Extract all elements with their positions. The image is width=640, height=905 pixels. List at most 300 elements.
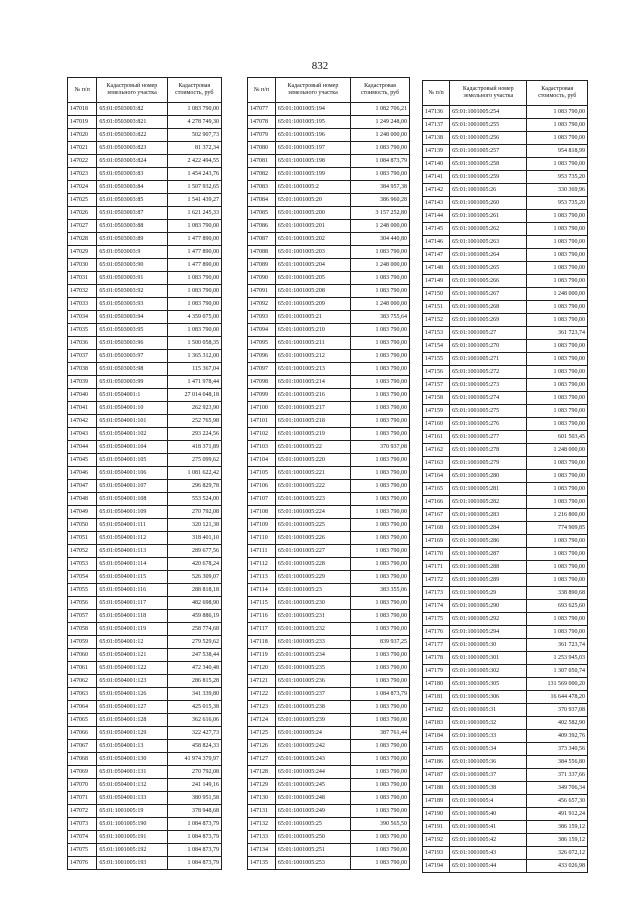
- cadastral-number: 65:01:1001005:198: [275, 155, 350, 168]
- cadastral-value: 386 159,12: [527, 834, 588, 847]
- cadastral-number: 65:01:0503003:99: [97, 376, 167, 389]
- row-number: 147140: [423, 158, 450, 171]
- table-row: [68, 714, 222, 727]
- table-row: [423, 457, 588, 470]
- row-number: 147170: [423, 548, 450, 561]
- cadastral-value: 1 083 790,00: [350, 623, 409, 636]
- row-number: 147059: [68, 636, 97, 649]
- cadastral-value: 1 083 790,00: [167, 285, 221, 298]
- cadastral-number: 65:01:0503003:98: [97, 363, 167, 376]
- table-row: [68, 805, 222, 818]
- cadastral-value: 370 937,08: [527, 704, 588, 717]
- cadastral-value: 386 159,12: [527, 821, 588, 834]
- row-number: 147072: [68, 805, 97, 818]
- row-number: 147180: [423, 678, 450, 691]
- table-row: [68, 818, 222, 831]
- table-row: [248, 246, 410, 259]
- cadastral-value: 361 723,74: [527, 639, 588, 652]
- table-row: [248, 662, 410, 675]
- row-number: 147097: [248, 363, 276, 376]
- cadastral-number: 65:01:1001005:279: [450, 457, 527, 470]
- row-number: 147076: [68, 857, 97, 870]
- row-number: 147029: [68, 246, 97, 259]
- cadastral-number: 65:01:0504001:1: [97, 389, 167, 402]
- cadastral-value: 386 960,28: [350, 194, 409, 207]
- row-number: 147165: [423, 483, 450, 496]
- row-number: 147064: [68, 701, 97, 714]
- cadastral-value: 425 015,38: [167, 701, 221, 714]
- row-number: 147127: [248, 753, 276, 766]
- table-row: [423, 561, 588, 574]
- row-number: 147122: [248, 688, 276, 701]
- cadastral-value: 1 083 790,00: [350, 532, 409, 545]
- table-row: [248, 597, 410, 610]
- cadastral-value: 1 083 790,00: [350, 740, 409, 753]
- cadastral-number: 65:01:1001005:191: [97, 831, 167, 844]
- table-row: [423, 834, 588, 847]
- cadastral-number: 65:01:0503003:90: [97, 259, 167, 272]
- table-row: [248, 220, 410, 233]
- table-row: [248, 480, 410, 493]
- cadastral-value: 1 084 873,79: [350, 688, 409, 701]
- row-number: 147089: [248, 259, 276, 272]
- row-number: 147133: [248, 831, 276, 844]
- table-row: [423, 236, 588, 249]
- table-row: [423, 652, 588, 665]
- table-row: [248, 233, 410, 246]
- row-number: 147090: [248, 272, 276, 285]
- cadastral-value: 1 083 790,00: [527, 106, 588, 119]
- row-number: 147031: [68, 272, 97, 285]
- cadastral-value: 1 083 790,00: [350, 168, 409, 181]
- row-number: 147115: [248, 597, 276, 610]
- cadastral-value: 1 248 000,00: [350, 220, 409, 233]
- cadastral-value: 1 083 790,00: [350, 558, 409, 571]
- cadastral-value: 349 706,34: [527, 782, 588, 795]
- row-number: 147152: [423, 314, 450, 327]
- cadastral-number: 65:01:0504001:12: [97, 636, 167, 649]
- cadastral-number: 65:01:1001005:292: [450, 613, 527, 626]
- table-row: [423, 223, 588, 236]
- row-number: 147104: [248, 454, 276, 467]
- cadastral-number: 65:01:1001005:290: [450, 600, 527, 613]
- cadastral-value: 286 815,28: [167, 675, 221, 688]
- cadastral-value: 693 625,60: [527, 600, 588, 613]
- cadastral-value: 409 392,76: [527, 730, 588, 743]
- cadastral-value: 1 083 790,00: [527, 314, 588, 327]
- row-number: 147020: [68, 129, 97, 142]
- row-number: 147099: [248, 389, 276, 402]
- table-row: [423, 314, 588, 327]
- cadastral-number: 65:01:1001005:288: [450, 561, 527, 574]
- table-row: [248, 467, 410, 480]
- cadastral-number: 65:01:0504001:132: [97, 779, 167, 792]
- row-number: 147096: [248, 350, 276, 363]
- row-number: 147044: [68, 441, 97, 454]
- cadastral-number: 65:01:0504001:105: [97, 454, 167, 467]
- row-number: 147049: [68, 506, 97, 519]
- cadastral-value: 1 084 873,79: [167, 818, 221, 831]
- cadastral-number: 65:01:0504001:109: [97, 506, 167, 519]
- table-row: [68, 324, 222, 337]
- cadastral-number: 65:01:1001005:31: [450, 704, 527, 717]
- cadastral-value: 2 422 494,55: [167, 155, 221, 168]
- row-number: 147091: [248, 285, 276, 298]
- cadastral-value: 1 083 790,00: [350, 610, 409, 623]
- row-number: 147077: [248, 103, 276, 116]
- table-row: [68, 168, 222, 181]
- cadastral-number: 65:01:1001005:204: [275, 259, 350, 272]
- cadastral-number: 65:01:0504001:123: [97, 675, 167, 688]
- cadastral-value: 1 083 790,00: [350, 350, 409, 363]
- cadastral-value: 1 083 790,00: [527, 418, 588, 431]
- row-number: 147048: [68, 493, 97, 506]
- cadastral-value: 362 616,06: [167, 714, 221, 727]
- cadastral-value: 774 909,85: [527, 522, 588, 535]
- row-number: 147102: [248, 428, 276, 441]
- cadastral-value: 1 083 790,00: [350, 662, 409, 675]
- row-number: 147039: [68, 376, 97, 389]
- row-number: 147056: [68, 597, 97, 610]
- table-row: [68, 103, 222, 116]
- cadastral-number: 65:01:1001005:195: [275, 116, 350, 129]
- cadastral-number: 65:01:0503003:93: [97, 298, 167, 311]
- cadastral-value: 370 937,08: [350, 441, 409, 454]
- cadastral-number: 65:01:1001005:263: [450, 236, 527, 249]
- cadastral-number: 65:01:1001005:202: [275, 233, 350, 246]
- cadastral-number: 65:01:1001005:262: [450, 223, 527, 236]
- row-number: 147023: [68, 168, 97, 181]
- row-number: 147027: [68, 220, 97, 233]
- cadastral-number: 65:01:1001005:25: [275, 818, 350, 831]
- cadastral-number: 65:01:1001005:281: [450, 483, 527, 496]
- cadastral-value: 482 698,90: [167, 597, 221, 610]
- cadastral-value: 241 149,16: [167, 779, 221, 792]
- row-number: 147143: [423, 197, 450, 210]
- row-number: 147101: [248, 415, 276, 428]
- cadastral-number: 65:01:1001005:36: [450, 756, 527, 769]
- table-row: [68, 779, 222, 792]
- table-row: [423, 496, 588, 509]
- row-number: 147019: [68, 116, 97, 129]
- table-row: [248, 493, 410, 506]
- table-row: [423, 860, 588, 873]
- cadastral-value: 1 477 890,00: [167, 259, 221, 272]
- table-row: [68, 597, 222, 610]
- cadastral-number: 65:01:1001005:26: [450, 184, 527, 197]
- table-row: [68, 857, 222, 870]
- row-number: 147117: [248, 623, 276, 636]
- table-row: [248, 116, 410, 129]
- row-number: 147144: [423, 210, 450, 223]
- row-number: 147055: [68, 584, 97, 597]
- cadastral-value: 1 083 790,00: [527, 470, 588, 483]
- row-number: 147160: [423, 418, 450, 431]
- cadastral-value: 1 083 790,00: [167, 103, 221, 116]
- row-number: 147189: [423, 795, 450, 808]
- cadastral-number: 65:01:0504001:10: [97, 402, 167, 415]
- cadastral-number: 65:01:1001005:23: [275, 584, 350, 597]
- cadastral-value: 1 541 439,27: [167, 194, 221, 207]
- table-row: [248, 844, 410, 857]
- row-number: 147086: [248, 220, 276, 233]
- cadastral-number: 65:01:1001005:219: [275, 428, 350, 441]
- table-row: [423, 405, 588, 418]
- table-row: [423, 340, 588, 353]
- row-number: 147179: [423, 665, 450, 678]
- table-row: [423, 522, 588, 535]
- cadastral-number: 65:01:0504001:111: [97, 519, 167, 532]
- row-number: 147068: [68, 753, 97, 766]
- table-row: [423, 249, 588, 262]
- cadastral-number: 65:01:1001005:266: [450, 275, 527, 288]
- cadastral-value: 1 083 790,00: [527, 353, 588, 366]
- row-number: 147100: [248, 402, 276, 415]
- cadastral-value: 1 083 790,00: [527, 405, 588, 418]
- cadastral-number: 65:01:1001005:41: [450, 821, 527, 834]
- cadastral-number: 65:01:1001005:239: [275, 714, 350, 727]
- cadastral-number: 65:01:1001005:224: [275, 506, 350, 519]
- cadastral-number: 65:01:1001005:232: [275, 623, 350, 636]
- table-row: [248, 129, 410, 142]
- row-number: 147174: [423, 600, 450, 613]
- table-row: [423, 145, 588, 158]
- row-number: 147060: [68, 649, 97, 662]
- row-number: 147149: [423, 275, 450, 288]
- table-row: [68, 298, 222, 311]
- cadastral-value: 1 083 790,00: [527, 340, 588, 353]
- cadastral-value: 1 365 312,00: [167, 350, 221, 363]
- cadastral-value: 1 083 790,00: [527, 158, 588, 171]
- row-number: 147139: [423, 145, 450, 158]
- row-number: 147057: [68, 610, 97, 623]
- cadastral-value: 1 083 790,00: [527, 392, 588, 405]
- table-row: [68, 285, 222, 298]
- cadastral-value: 433 026,98: [527, 860, 588, 873]
- cadastral-number: 65:01:1001005:257: [450, 145, 527, 158]
- cadastral-value: 270 792,08: [167, 766, 221, 779]
- cadastral-value: 1 083 790,00: [167, 324, 221, 337]
- cadastral-number: 65:01:0504001:108: [97, 493, 167, 506]
- cadastral-number: 65:01:0504001:119: [97, 623, 167, 636]
- row-number: 147161: [423, 431, 450, 444]
- cadastral-number: 65:01:1001005:214: [275, 376, 350, 389]
- cadastral-number: 65:01:0504001:115: [97, 571, 167, 584]
- cadastral-value: 491 912,24: [527, 808, 588, 821]
- table-row: [423, 353, 588, 366]
- cadastral-number: 65:01:1001005:250: [275, 831, 350, 844]
- cadastral-number: 65:01:1001005:37: [450, 769, 527, 782]
- table-row: [248, 324, 410, 337]
- row-number: 147137: [423, 119, 450, 132]
- table-row: [68, 649, 222, 662]
- cadastral-number: 65:01:1001005:192: [97, 844, 167, 857]
- cadastral-number: 65:01:0504001:112: [97, 532, 167, 545]
- cadastral-value: 1 083 790,00: [527, 483, 588, 496]
- cadastral-number: 65:01:0504001:127: [97, 701, 167, 714]
- cadastral-value: 1 083 790,00: [350, 714, 409, 727]
- table-row: [423, 197, 588, 210]
- table-row: [248, 636, 410, 649]
- table-row: [68, 233, 222, 246]
- table-row: [68, 480, 222, 493]
- cadastral-number: 65:01:0504001:122: [97, 662, 167, 675]
- table-row: [248, 272, 410, 285]
- cadastral-value: 1 083 790,00: [527, 366, 588, 379]
- table-row: [423, 782, 588, 795]
- row-number: 147164: [423, 470, 450, 483]
- row-number: 147054: [68, 571, 97, 584]
- cadastral-value: 27 014 048,18: [167, 389, 221, 402]
- cadastral-number: 65:01:0504001:101: [97, 415, 167, 428]
- cadastral-number: 65:01:1001005:230: [275, 597, 350, 610]
- row-number: 147033: [68, 298, 97, 311]
- row-number: 147194: [423, 860, 450, 873]
- cadastral-value: 1 083 790,00: [350, 675, 409, 688]
- row-number: 147036: [68, 337, 97, 350]
- cadastral-number: 65:01:1001005:243: [275, 753, 350, 766]
- cadastral-value: 1 081 622,42: [167, 467, 221, 480]
- cadastral-value: 330 369,96: [527, 184, 588, 197]
- table-row: [423, 392, 588, 405]
- table-row: [248, 792, 410, 805]
- table-row: [248, 415, 410, 428]
- cadastral-value: 1 083 790,00: [527, 457, 588, 470]
- cadastral-number: 65:01:1001005:269: [450, 314, 527, 327]
- cadastral-value: 384 556,80: [527, 756, 588, 769]
- row-number: 147085: [248, 207, 276, 220]
- cadastral-number: 65:01:1001005:20: [275, 194, 350, 207]
- cadastral-value: 1 083 790,00: [350, 701, 409, 714]
- table-row: [423, 301, 588, 314]
- row-number: 147032: [68, 285, 97, 298]
- cadastral-number: 65:01:0503003:823: [97, 142, 167, 155]
- row-number: 147191: [423, 821, 450, 834]
- table-row: [423, 509, 588, 522]
- row-number: 147063: [68, 688, 97, 701]
- cadastral-number: 65:01:0503003:821: [97, 116, 167, 129]
- cadastral-number: 65:01:0504001:107: [97, 480, 167, 493]
- table-row: [68, 363, 222, 376]
- table-row: [68, 441, 222, 454]
- cadastral-number: 65:01:1001005:33: [450, 730, 527, 743]
- cadastral-number: 65:01:1001005:277: [450, 431, 527, 444]
- table-row: [248, 103, 410, 116]
- table-row: [68, 428, 222, 441]
- cadastral-value: 279 529,62: [167, 636, 221, 649]
- table-row: [423, 704, 588, 717]
- table-row: [68, 181, 222, 194]
- cadastral-value: 1 248 000,00: [350, 129, 409, 142]
- cadastral-value: 954 818,99: [527, 145, 588, 158]
- table-row: [68, 207, 222, 220]
- row-number: 147038: [68, 363, 97, 376]
- row-number: 147067: [68, 740, 97, 753]
- row-number: 147175: [423, 613, 450, 626]
- row-number: 147176: [423, 626, 450, 639]
- row-number: 147190: [423, 808, 450, 821]
- table-row: [248, 584, 410, 597]
- cadastral-value: 1 083 790,00: [350, 831, 409, 844]
- cadastral-number: 65:01:1001005:233: [275, 636, 350, 649]
- cadastral-number: 65:01:1001005:235: [275, 662, 350, 675]
- cadastral-number: 65:01:0503003:95: [97, 324, 167, 337]
- table-row: [423, 613, 588, 626]
- cadastral-value: 288 818,18: [167, 584, 221, 597]
- row-number: 147193: [423, 847, 450, 860]
- cadastral-number: 65:01:1001005:211: [275, 337, 350, 350]
- table-row: [68, 519, 222, 532]
- table-row: [248, 389, 410, 402]
- table-row: [248, 623, 410, 636]
- cadastral-number: 65:01:1001005:190: [97, 818, 167, 831]
- table-row: [68, 402, 222, 415]
- cadastral-value: 1 083 790,00: [527, 262, 588, 275]
- cadastral-number: 65:01:1001005:274: [450, 392, 527, 405]
- table-row: [423, 769, 588, 782]
- cadastral-value: 1 083 790,00: [350, 792, 409, 805]
- cadastral-number: 65:01:0504001:130: [97, 753, 167, 766]
- cadastral-value: 1 084 873,79: [350, 155, 409, 168]
- cadastral-number: 65:01:0504001:121: [97, 649, 167, 662]
- cadastral-value: 1 249 248,00: [350, 116, 409, 129]
- cadastral-value: 338 890,68: [527, 587, 588, 600]
- row-number: 147083: [248, 181, 276, 194]
- cadastral-number: 65:01:1001005:237: [275, 688, 350, 701]
- row-number: 147141: [423, 171, 450, 184]
- row-number: 147051: [68, 532, 97, 545]
- row-number: 147172: [423, 574, 450, 587]
- row-number: 147088: [248, 246, 276, 259]
- table-row: [68, 194, 222, 207]
- table-row: [248, 766, 410, 779]
- row-number: 147084: [248, 194, 276, 207]
- cadastral-number: 65:01:1001005:200: [275, 207, 350, 220]
- row-number: 147148: [423, 262, 450, 275]
- row-number: 147082: [248, 168, 276, 181]
- cadastral-value: 1 083 790,00: [350, 753, 409, 766]
- cadastral-value: 1 083 790,00: [167, 220, 221, 233]
- cadastral-value: 502 907,73: [167, 129, 221, 142]
- cadastral-number: 65:01:1001005:268: [450, 301, 527, 314]
- cadastral-number: 65:01:0503003:822: [97, 129, 167, 142]
- row-number: 147050: [68, 519, 97, 532]
- cadastral-number: 65:01:1001005:216: [275, 389, 350, 402]
- table-row: [423, 158, 588, 171]
- table-row: [423, 470, 588, 483]
- cadastral-value: 320 121,38: [167, 519, 221, 532]
- cadastral-number: 65:01:0503003:91: [97, 272, 167, 285]
- row-number: 147118: [248, 636, 276, 649]
- header-cadastral: Кадастровый номер земельного участка: [275, 78, 350, 103]
- cadastral-number: 65:01:0503003:94: [97, 311, 167, 324]
- header-num: № п/п: [248, 78, 276, 103]
- cadastral-value: 1 083 790,00: [527, 548, 588, 561]
- cadastral-number: 65:01:1001005:212: [275, 350, 350, 363]
- cadastral-number: 65:01:0503003:97: [97, 350, 167, 363]
- cadastral-value: 1 083 790,00: [350, 805, 409, 818]
- cadastral-number: 65:01:0504001:133: [97, 792, 167, 805]
- row-number: 147146: [423, 236, 450, 249]
- cadastral-number: 65:01:1001005:258: [450, 158, 527, 171]
- table-row: [68, 493, 222, 506]
- table-row: [423, 444, 588, 457]
- cadastral-number: 65:01:0504001:129: [97, 727, 167, 740]
- table-row: [423, 691, 588, 704]
- table-row: [423, 327, 588, 340]
- table-row: [248, 142, 410, 155]
- table-row: [423, 639, 588, 652]
